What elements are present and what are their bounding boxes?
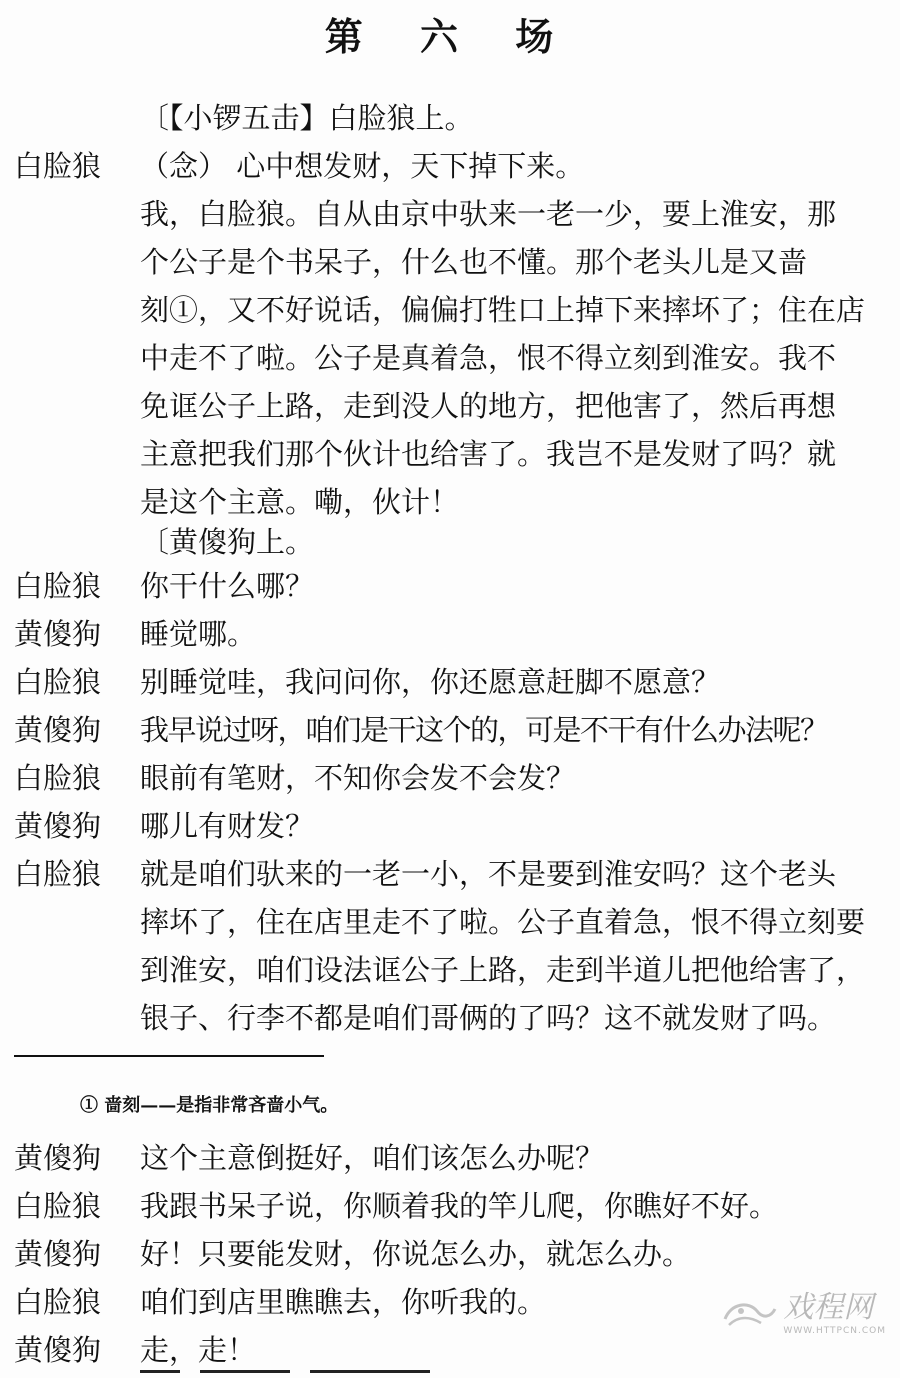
dialogue-line: 这个主意倒挺好，咱们该怎么办呢？ [140, 1141, 605, 1175]
dialogue-line: 摔坏了，住在店里走不了啦。公子直着急，恨不得立刻要 [140, 905, 866, 939]
dialogue-line: 眼前有笔财，不知你会发不会发？ [140, 761, 576, 795]
speaker-name: 黄傻狗 [14, 1237, 102, 1271]
dialogue-line: 咱们到店里瞧瞧去，你听我的。 [140, 1285, 547, 1319]
dialogue-line: 睡觉哪。 [140, 617, 257, 651]
dialogue-line: 主意把我们那个伙计也给害了。我岂不是发财了吗？就 [140, 437, 837, 471]
dialogue-line: 个公子是个书呆子，什么也不懂。那个老头儿是又啬 [140, 245, 808, 279]
speaker-name: 白脸狼 [14, 665, 102, 699]
speaker-name: 黄傻狗 [14, 1141, 102, 1175]
dialogue-line: 别睡觉哇，我问问你，你还愿意赶脚不愿意？ [140, 665, 721, 699]
dialogue-line: 你干什么哪？ [140, 569, 315, 603]
speaker-name: 黄傻狗 [14, 617, 102, 651]
speaker-name: 白脸狼 [14, 857, 102, 891]
dialogue-line: 就是咱们驮来的一老一小，不是要到淮安吗？这个老头 [140, 857, 837, 891]
speaker-name: 白脸狼 [14, 761, 102, 795]
dialogue-line: 好！只要能发财，你说怎么办，就怎么办。 [140, 1237, 692, 1271]
footnote-divider [14, 1055, 324, 1057]
dialogue-text [140, 142, 892, 526]
dialogue-line: 到淮安，咱们设法诓公子上路，走到半道儿把他给害了， [140, 953, 866, 987]
dialogue-line: 走，走！ [140, 1333, 257, 1367]
speaker-name: 白脸狼 [14, 1189, 102, 1223]
speaker-name: 黄傻狗 [14, 1333, 102, 1367]
dialogue-line: 我早说过呀，咱们是干这个的，可是不干有什么办法呢？ [140, 713, 828, 747]
dialogue-line: 免诓公子上路，走到没人的地方，把他害了，然后再想 [140, 389, 837, 423]
speaker-name: 黄傻狗 [14, 713, 102, 747]
stage-direction-entrance: 〔黄傻狗上。 [140, 525, 315, 559]
dialogue-line: 是这个主意。嘞，伙计！ [140, 485, 460, 519]
site-watermark [721, 1292, 886, 1336]
watermark-logo-icon [721, 1297, 777, 1331]
dialogue-line: 我，白脸狼。自从由京中驮来一老一少，要上淮安，那 [140, 197, 837, 231]
speaker-name: 白脸狼 [14, 1285, 102, 1319]
dialogue-text [140, 850, 892, 1042]
dialogue-line: （念） 心中想发财，天下掉下来。 [140, 149, 585, 183]
speaker-name: 黄傻狗 [14, 809, 102, 843]
scene-title: 第 六 场 [324, 14, 576, 59]
watermark-text: 戏程网 [783, 1290, 874, 1325]
speaker-name: 白脸狼 [14, 569, 102, 603]
dialogue-line: 我跟书呆子说，你顺着我的竿儿爬，你瞧好不好。 [140, 1189, 779, 1223]
cut-off-text-line [140, 1366, 440, 1378]
dialogue-line: 哪儿有财发？ [140, 809, 315, 843]
dialogue-line: 银子、行李不都是咱们哥俩的了吗？这不就发财了吗。 [140, 1001, 837, 1035]
dialogue-line: 刻①，又不好说话，偏偏打牲口上掉下来摔坏了；住在店 [140, 293, 866, 327]
speaker-name: 白脸狼 [14, 149, 102, 183]
stage-direction-opening: 〔【小锣五击】白脸狼上。 [140, 101, 474, 135]
footnote: ① 啬刻——是指非常吝啬小气。 [80, 1095, 339, 1116]
dialogue-line: 中走不了啦。公子是真着急，恨不得立刻到淮安。我不 [140, 341, 837, 375]
watermark-url: WWW.HTTPCN.COM [783, 1326, 886, 1336]
